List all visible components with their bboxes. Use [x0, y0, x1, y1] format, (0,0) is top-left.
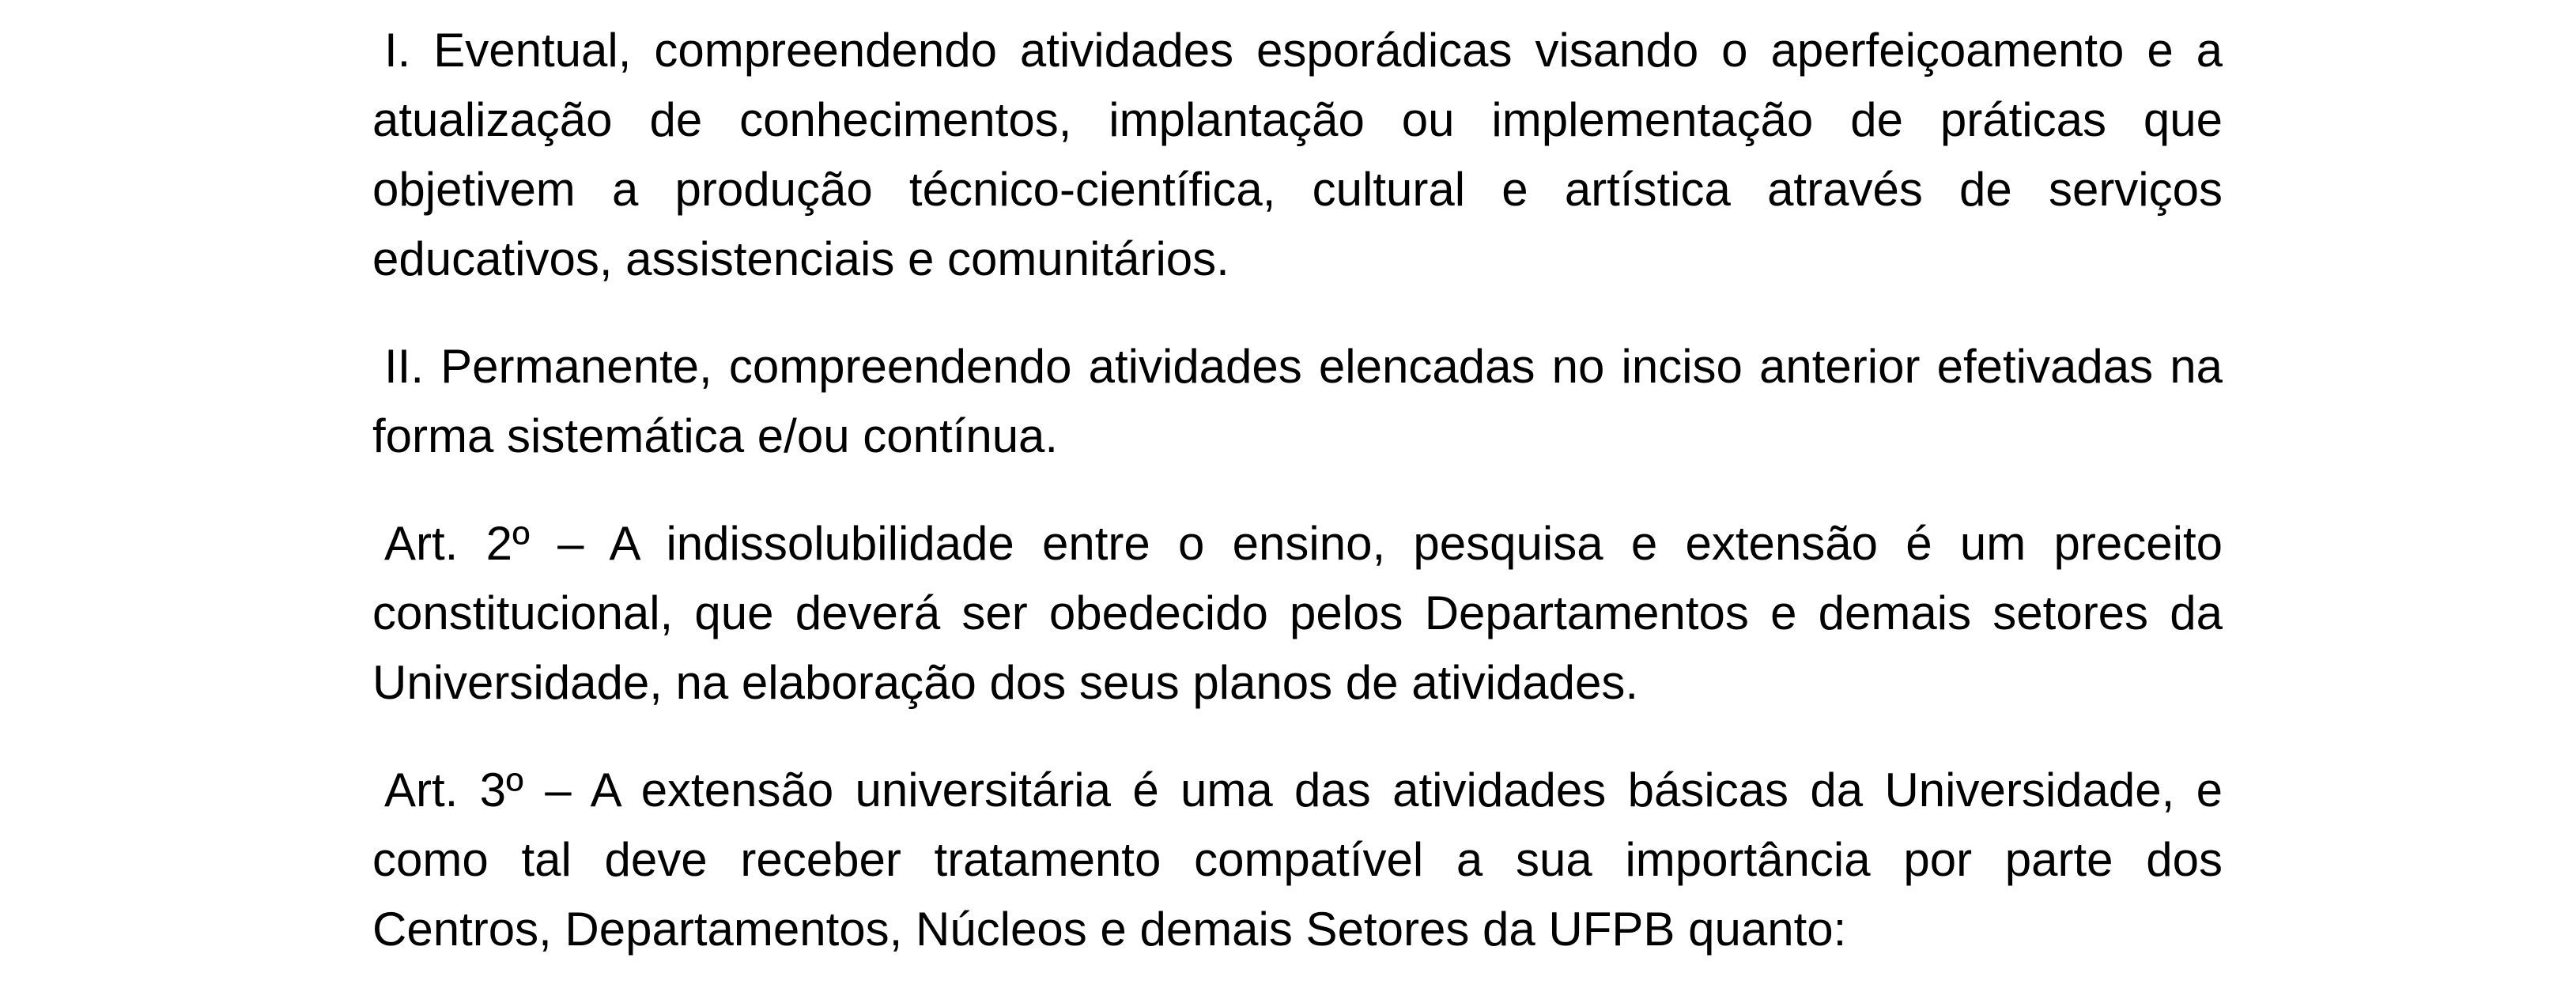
paragraph-inciso-I	[372, 16, 2223, 294]
paragraph-inciso-II	[372, 332, 2223, 471]
text-column	[372, 0, 2223, 964]
text-line: Art. 2º – A indissolubilidade entre o ensino, pesquisa e extensão é um preceito	[384, 517, 2223, 570]
text-line: Art. 3º – A extensão universitária é uma das atividades básicas da Universidade, e	[384, 764, 2223, 816]
text-line: atualização de conhecimentos, implantação ou implementação de práticas que	[372, 93, 2223, 146]
text-line: Universidade, na elaboração dos seus planos de atividades.	[372, 656, 1639, 709]
text-line: educativos, assistenciais e comunitários.	[372, 232, 1229, 285]
text-line: II. Permanente, compreendendo atividades elencadas no inciso anterior efetivadas na	[384, 340, 2223, 393]
text-line: I. Eventual, compreendendo atividades esporádicas visando o aperfeiçoamento e a	[384, 24, 2223, 77]
text-line: forma sistemática e/ou contínua.	[372, 409, 1059, 462]
text-line: Centros, Departamentos, Núcleos e demais Setores da UFPB quanto:	[372, 903, 1847, 956]
text-line: como tal deve receber tratamento compatível a sua importância por parte dos	[372, 833, 2223, 886]
paragraph-artigo-2	[372, 509, 2223, 718]
text-line: constitucional, que deverá ser obedecido pelos Departamentos e demais setores da	[372, 586, 2223, 639]
paragraph-artigo-3	[372, 756, 2223, 964]
text-line: objetivem a produção técnico-científica, cultural e artística através de serviços	[372, 163, 2223, 216]
